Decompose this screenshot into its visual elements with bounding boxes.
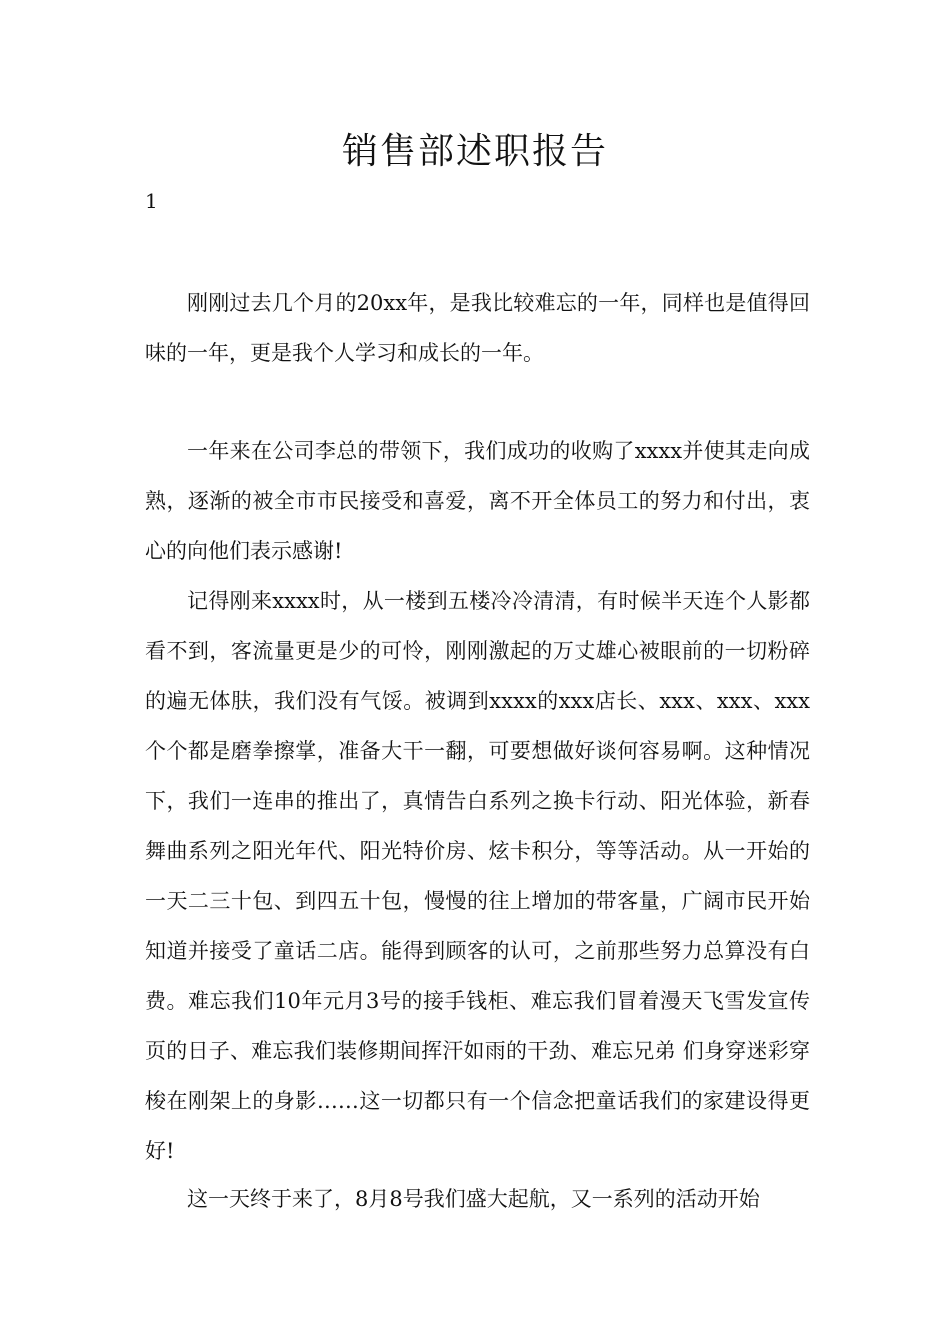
paragraph-3 bbox=[145, 576, 810, 1176]
paragraph-text: 记得刚来xxxx时，从一楼到五楼冷冷清清，有时候半天连个人影都看不到，客流量更是少的可怜，刚刚激起的万丈雄心被眼前的一切粉碎的遍无体肤，我们没有气馁。被调到xxxx的xxx店长、xxx、xxx、xxx个个都是磨拳擦掌，准备大干一翻，可要想做好谈何容易啊。这种情况下，我们一连串的推出了，真情告白系列之换卡行动、阳光体验，新春舞曲系列之阳光年代、阳光特价房、炫卡积分，等等活动。从一开始的一天二三十包、到四五十包，慢慢的往上增加的带客量，广阔市民开始知道并接受了童话二店。能得到顾客的认可，之前那些努力总算没有白费。难忘我们10年元月3号的接手钱柜、难忘我们冒着漫天飞雪发宣传页的日子、难忘我们装修期间挥汗如雨的干劲、难忘兄弟 们身穿迷彩穿梭在刚架上的身影……这一切都只有一个信念把童话我们的家建设得更好! bbox=[145, 589, 810, 1163]
document-title: 销售部述职报告 bbox=[341, 131, 608, 172]
paragraph-1 bbox=[145, 278, 810, 378]
paragraph-2 bbox=[145, 426, 810, 576]
page-number: 1 bbox=[145, 189, 158, 213]
paragraph-text: 这一天终于来了，8月8号我们盛大起航，又一系列的活动开始 bbox=[187, 1187, 760, 1211]
paragraph-4 bbox=[145, 1174, 810, 1224]
paragraph-text: 一年来在公司李总的带领下，我们成功的收购了xxxx并使其走向成熟，逐渐的被全市市民接受和喜爱，离不开全体员工的努力和付出，衷心的向他们表示感谢! bbox=[145, 439, 810, 563]
paragraph-text: 刚刚过去几个月的20xx年，是我比较难忘的一年，同样也是值得回味的一年，更是我个人学习和成长的一年。 bbox=[145, 291, 810, 365]
